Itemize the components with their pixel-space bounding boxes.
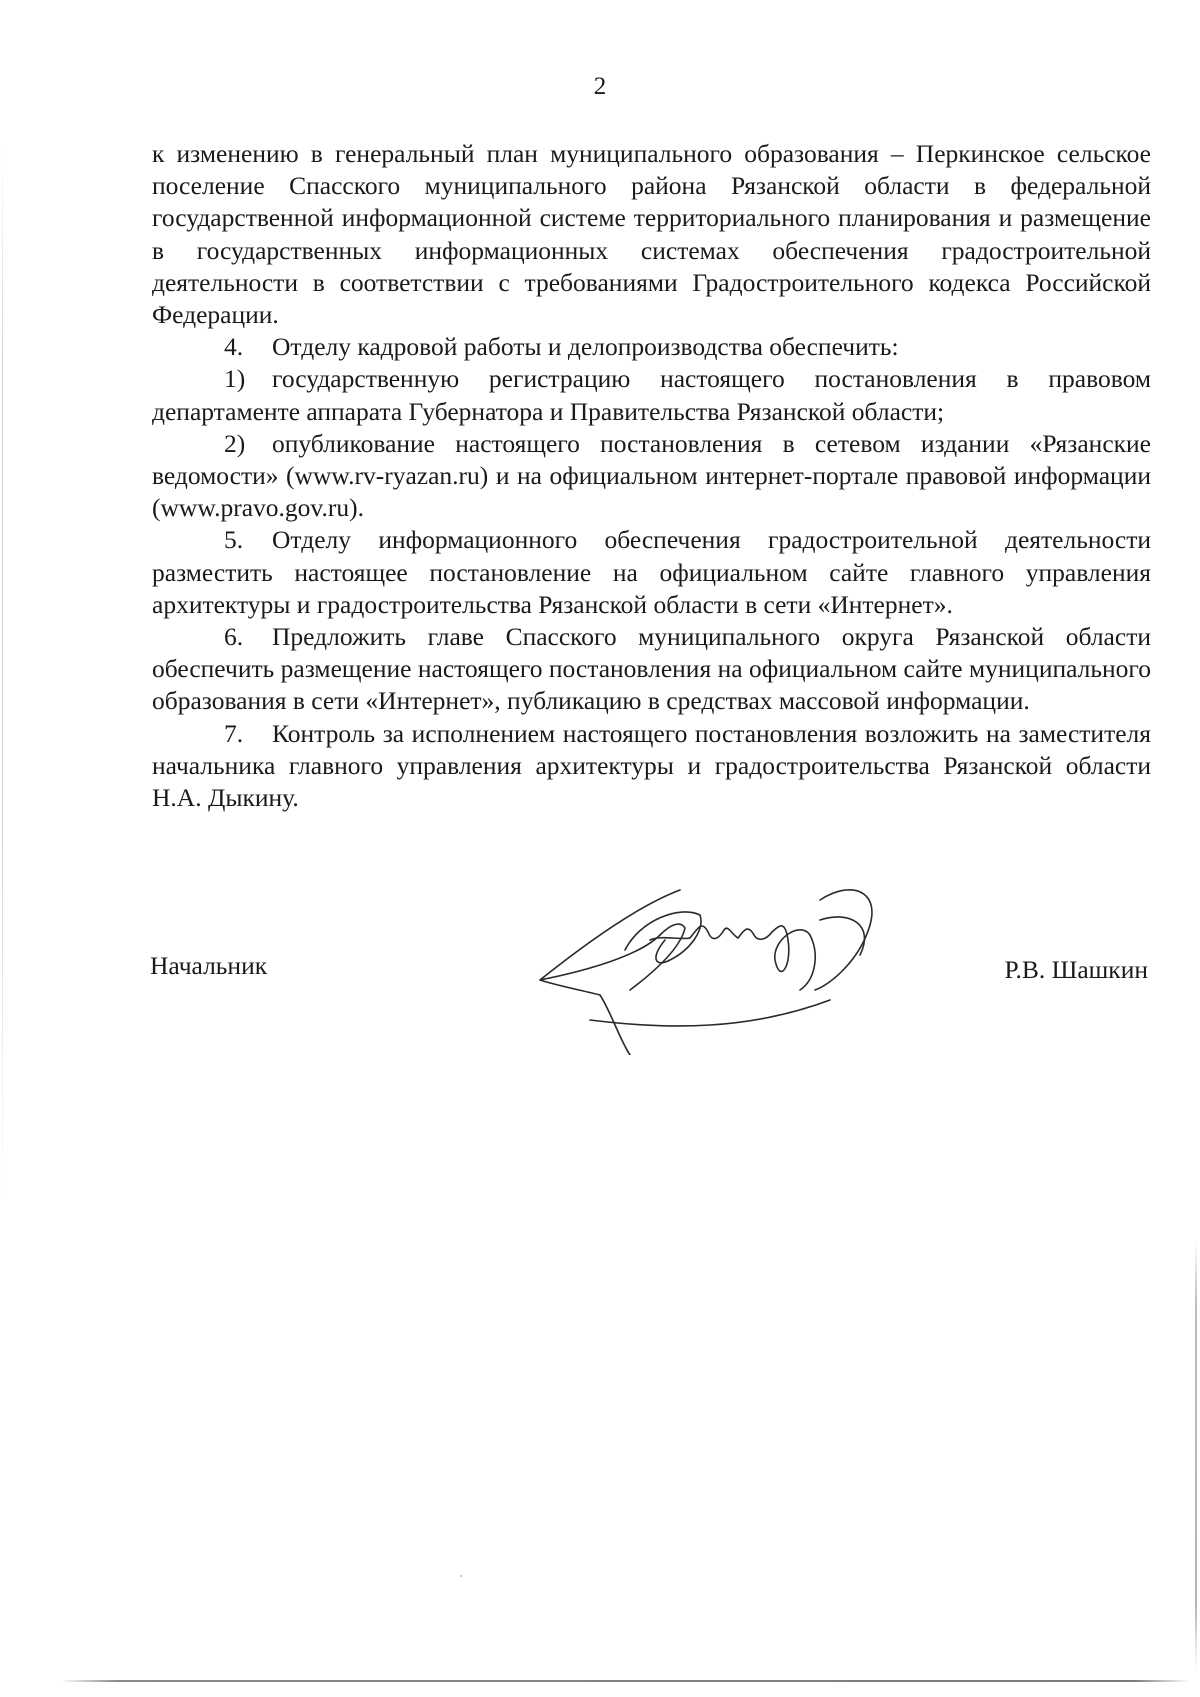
document-body [152,138,1151,814]
item-number: 7. [224,718,244,748]
item-6 [152,621,1151,718]
item-5 [152,524,1151,621]
item-4-2 [152,428,1151,525]
scan-edge-right [1195,1240,1197,1670]
item-text: Отделу информационного обеспечения градостроительной деятельности разместить настоящее постановление на официальном сайте главного управления архитектуры и градостроительства Рязанской области в сети «Интернет». [152,525,1151,619]
item-4-1 [152,363,1151,427]
item-text: опубликование настоящего постановления в сетевом издании «Рязанские ведомости» (www.rv-ryazan.ru) и на официальном интернет-портале правовой информации (www.pravo.gov.ru). [152,428,1151,523]
scan-speck [460,1575,462,1577]
scan-edge-left [2,150,3,1200]
scan-edge-bottom [60,1680,1190,1682]
item-number: 6. [224,622,244,652]
item-number: 1) [224,364,246,394]
item-number: 4. [224,332,244,362]
item-4 [152,331,1151,363]
item-number: 2) [224,428,246,458]
item-number: 5. [224,525,244,555]
item-text: Предложить главе Спасского муниципального округа Рязанской области обеспечить размещение настоящего постановления на официальном сайте муниципального образования в сети «Интернет», публикацию в средствах массовой информации. [152,622,1151,716]
item-text: Отделу кадровой работы и делопроизводства обеспечить: [272,332,899,362]
signatory-title: Начальник [150,951,268,980]
item-text: государственную регистрацию настоящего постановления в правовом департаменте аппарата Губернатора и Правительства Рязанской области; [152,364,1151,426]
page-number: 2 [593,73,607,100]
signatory-name: Р.В. Шашкин [1004,955,1148,984]
handwritten-signature [530,880,940,1055]
item-7 [152,718,1151,815]
continuation-paragraph: к изменению в генеральный план муниципального образования – Перкинское сельское поселение Спасского муниципального района Рязанской области в федеральной государственной информационной системе территориального планирования и размещение в государственных информационных системах обеспечения градостроительной деятельности в соответствии с требованиями Градостроительного кодекса Российской Федерации. [152,139,1151,330]
item-text: Контроль за исполнением настоящего постановления возложить на заместителя начальника главного управления архитектуры и градостроительства Рязанской области Н.А. Дыкину. [152,718,1151,813]
